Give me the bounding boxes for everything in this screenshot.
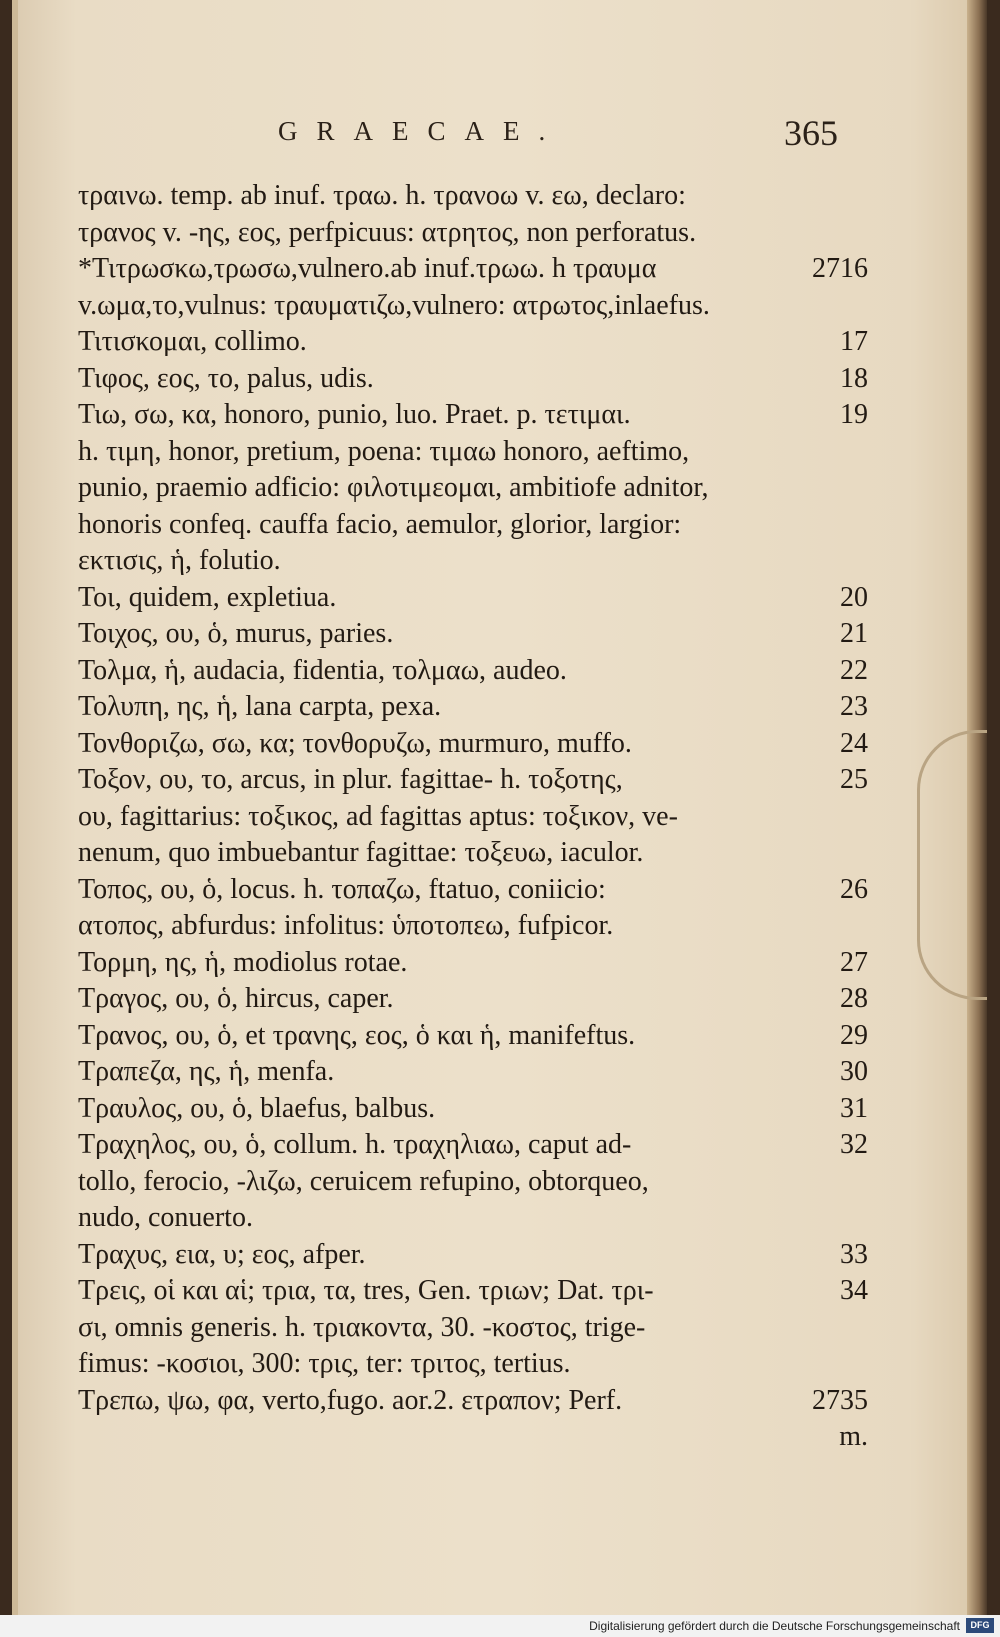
line-number: 32 xyxy=(840,1129,868,1160)
line-number: 21 xyxy=(840,618,868,649)
text-line xyxy=(78,981,868,1018)
text-line xyxy=(78,580,868,617)
line-number: 25 xyxy=(840,764,868,795)
page-header xyxy=(278,112,838,156)
line-text: nudo, conuerto. xyxy=(78,1202,253,1233)
line-text: Τρεπω, ψω, φα, verto,fugo. aor.2. ετραπον; Perf. xyxy=(78,1384,623,1416)
running-head: GRAECAE. xyxy=(278,116,565,146)
text-line xyxy=(78,1310,868,1347)
text-line xyxy=(78,908,868,945)
text-line xyxy=(78,434,868,471)
line-number: 18 xyxy=(840,362,868,394)
text-line xyxy=(78,799,868,836)
text-line xyxy=(78,762,868,799)
line-number: 33 xyxy=(840,1238,868,1270)
text-line xyxy=(78,397,868,434)
line-text: Τιφος, εος, το, palus, udis. xyxy=(78,362,374,394)
line-number: 23 xyxy=(840,691,868,722)
text-line xyxy=(78,1200,868,1237)
text-line xyxy=(78,1091,868,1128)
line-text: ατοπος, abfurdus: infolitus: ὑποτοπεω, fufpicor. xyxy=(78,910,614,941)
line-text: Τοξον, ου, το, arcus, in plur. fagittae- h. τοξοτης, xyxy=(78,764,623,795)
text-line xyxy=(78,1054,868,1091)
text-line xyxy=(78,835,868,872)
line-number: 17 xyxy=(840,326,868,357)
digitization-credit: Digitalisierung gefördert durch die Deutsche Forschungsgemeinschaft xyxy=(589,1619,960,1633)
line-text: Τραυλος, ου, ὁ, blaefus, balbus. xyxy=(78,1092,436,1124)
line-number: 2716 xyxy=(812,253,868,284)
text-line xyxy=(78,1164,868,1201)
line-text: Τοπος, ου, ὁ, locus. h. τοπαζω, ftatuo, coniicio: xyxy=(78,873,606,905)
line-text: punio, praemio adficio: φιλοτιμεομαι, ambitiofe adnitor, xyxy=(78,472,709,503)
line-number: 20 xyxy=(840,581,868,613)
dfg-logo: DFG xyxy=(966,1618,994,1633)
text-line xyxy=(78,1273,868,1310)
text-line xyxy=(78,470,868,507)
digitization-footer xyxy=(0,1615,1000,1637)
line-text: τραινω. temp. ab inuf. τραω. h. τρανοω v. εω, declaro: xyxy=(78,180,686,211)
text-line xyxy=(78,1419,868,1456)
line-text: fimus: -κοσιοι, 300: τρις, ter: τριτος, tertius. xyxy=(78,1348,571,1379)
line-text: Τιω, σω, κα, honoro, punio, luo. Praet. p. τετιμαι. xyxy=(78,399,631,430)
line-text: Τραγος, ου, ὁ, hircus, caper. xyxy=(78,983,394,1014)
line-text: Τραχυς, εια, υ; εος, afper. xyxy=(78,1238,366,1270)
text-line xyxy=(78,251,868,288)
line-text: Τολμα, ἡ, audacia, fidentia, τολμαω, audeo. xyxy=(78,654,567,686)
lexicon-text xyxy=(78,178,868,1456)
text-line xyxy=(78,1346,868,1383)
text-line xyxy=(78,361,868,398)
text-line xyxy=(78,215,868,252)
text-line xyxy=(78,726,868,763)
line-text: τρανος v. -ης, εος, perfpicuus: ατρητος, non perforatus. xyxy=(78,216,697,248)
text-line xyxy=(78,1127,868,1164)
line-text: Τραχηλος, ου, ὁ, collum. h. τραχηλιαω, caput ad- xyxy=(78,1129,632,1160)
line-text: tollo, ferocio, -λιζω, ceruicem refupino, obtorqueo, xyxy=(78,1165,649,1197)
line-number: 24 xyxy=(840,727,868,759)
text-line xyxy=(78,178,868,215)
line-text: Τολυπη, ης, ἡ, lana carpta, pexa. xyxy=(78,691,442,722)
text-line xyxy=(78,1383,868,1420)
line-number: 29 xyxy=(840,1019,868,1051)
text-line xyxy=(78,872,868,909)
line-number: 22 xyxy=(840,654,868,686)
line-text: Τορμη, ης, ἡ, modiolus rotae. xyxy=(78,946,408,978)
text-line xyxy=(78,543,868,580)
text-line xyxy=(78,945,868,982)
text-line xyxy=(78,689,868,726)
line-text: Τονθοριζω, σω, κα; τονθορυζω, murmuro, muffo. xyxy=(78,727,632,759)
text-line xyxy=(78,288,868,325)
line-text: honoris confeq. cauffa facio, aemulor, glorior, largior: xyxy=(78,508,682,540)
text-line xyxy=(78,324,868,361)
book-page xyxy=(12,0,987,1615)
line-text: εκτισις, ἡ, folutio. xyxy=(78,545,281,576)
text-line xyxy=(78,616,868,653)
text-line xyxy=(78,507,868,544)
text-line xyxy=(78,1237,868,1274)
line-text: *Τιτρωσκω,τρωσω,vulnero.ab inuf.τρωω. h τραυμα xyxy=(78,253,657,284)
line-text: h. τιμη, honor, pretium, poena: τιμαω honoro, aeftimo, xyxy=(78,435,690,467)
line-text: σι, omnis generis. h. τριακοντα, 30. -κοστος, trige- xyxy=(78,1311,646,1343)
line-number: 27 xyxy=(840,946,868,978)
line-text: Τρεις, οἱ και αἱ; τρια, τα, tres, Gen. τριων; Dat. τρι- xyxy=(78,1275,654,1306)
line-number: 2735 xyxy=(812,1384,868,1416)
line-text: Τραπεζα, ης, ἡ, menfa. xyxy=(78,1056,335,1087)
clasp-loop xyxy=(917,730,987,1000)
page-number: 365 xyxy=(784,113,838,153)
line-number: m. xyxy=(839,1421,868,1452)
line-number: 19 xyxy=(840,399,868,430)
line-number: 28 xyxy=(840,983,868,1014)
text-line xyxy=(78,1018,868,1055)
line-text: nenum, quo imbuebantur fagittae: τοξευω, iaculor. xyxy=(78,837,644,868)
line-number: 26 xyxy=(840,873,868,905)
line-text: Τρανος, ου, ὁ, et τρανης, εος, ὁ και ἡ, manifeftus. xyxy=(78,1019,636,1051)
line-number: 31 xyxy=(840,1092,868,1124)
line-text: Τιτισκομαι, collimo. xyxy=(78,326,307,357)
line-text: v.ωμα,το,vulnus: τραυματιζω,vulnero: ατρωτος,inlaefus. xyxy=(78,289,710,321)
line-number: 30 xyxy=(840,1056,868,1087)
line-text: ου, fagittarius: τοξικος, ad fagittas aptus: τοξικον, ve- xyxy=(78,800,678,832)
line-number: 34 xyxy=(840,1275,868,1306)
line-text: Τοι, quidem, expletiua. xyxy=(78,581,337,613)
line-text: Τοιχος, ου, ὁ, murus, paries. xyxy=(78,618,394,649)
text-line xyxy=(78,653,868,690)
